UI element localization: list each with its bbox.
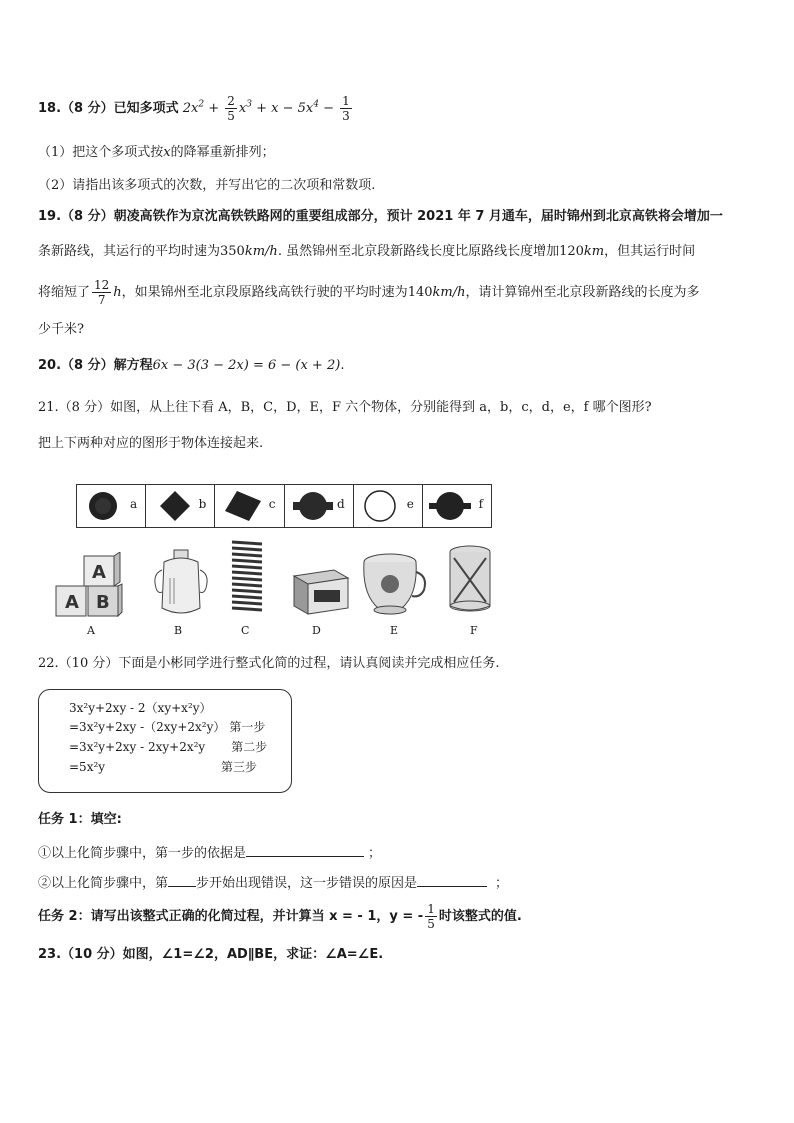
filled-circle-icon: [87, 490, 119, 522]
q18-part2: （2）请指出该多项式的次数，并写出它的二次项和常数项.: [38, 178, 376, 193]
cylinder-cup-picture: [446, 544, 494, 614]
step-row-3: =5x²y 第三步: [69, 760, 258, 774]
task1-item1: ①以上化简步骤中，第一步的依据是 ；: [38, 842, 758, 864]
shape-f-cell: f: [423, 485, 491, 527]
answer-blank-1[interactable]: [246, 842, 364, 857]
q20-stem: 20.（8 分）解方程6x − 3(3 − 2x) = 6 − (x + 2).: [38, 358, 345, 373]
answer-blank-2[interactable]: [168, 872, 196, 887]
abc-blocks-picture: [54, 552, 124, 620]
shape-d-cell: d: [285, 485, 354, 527]
task2: 任务 2：请写出该整式正确的化简过程，并计算当 x = - 1，y = - $\frac{1}{5}$ 时该整式的值.: [38, 902, 522, 931]
simplification-box: [38, 689, 292, 793]
object-label-e: E: [390, 624, 399, 637]
shape-e-cell: e: [354, 485, 423, 527]
answer-blank-3[interactable]: [417, 872, 487, 887]
filled-diamond-icon: [158, 489, 192, 523]
step-row-1: =3x²y+2xy -（2xy+2x²y） 第一步: [69, 720, 266, 734]
q18-part1: （1）把这个多项式按x的降幂重新排列；: [38, 145, 275, 160]
jug-picture: [150, 548, 212, 620]
object-label-a: A: [87, 624, 95, 637]
task1-heading: 任务 1：填空:: [38, 812, 122, 827]
q19-line4: 少千米?: [38, 322, 84, 337]
svg-text:A: A: [92, 562, 106, 583]
q21-line1: 21.（8 分）如图，从上往下看 A，B，C，D，E，F 六个物体，分别能得到 a，b，c，d，e，f 哪个图形?: [38, 400, 652, 415]
step-row-0: 3x²y+2xy - 2（xy+x²y）: [69, 701, 212, 715]
object-label-f: F: [470, 624, 478, 637]
q22-stem: 22.（10 分）下面是小彬同学进行整式化简的过程，请认真阅读并完成相应任务.: [38, 656, 500, 671]
q19-line2: 条新路线，其运行的平均时速为350km/h. 虽然锦州至北京段新路线长度比原路线长度增加120km，但其运行时间: [38, 244, 696, 259]
hollow-circle-icon: [362, 489, 398, 523]
circle-with-lugs-icon: [291, 489, 335, 523]
shape-b-cell: b: [146, 485, 215, 527]
q18-stem: 18.（8 分）已知多项式 $2x^2$ + $\frac{2}{5}$ $x^3 + x - 5x^4$ − $\frac{1}{3}$: [38, 94, 758, 124]
object-label-c: C: [241, 624, 250, 637]
filled-rhombus-icon: [223, 489, 263, 523]
top-view-shapes-strip: [76, 484, 492, 528]
svg-text:A: A: [65, 592, 79, 613]
svg-text:B: B: [96, 592, 110, 613]
object-label-b: B: [174, 624, 183, 637]
q19-line3: 将缩短了 $\frac{12}{7}$ h，如果锦州至北京段原路线高铁行驶的平均时速为140km/h，请计算锦州至北京段新路线的长度为多: [38, 278, 700, 307]
spring-picture: [228, 538, 266, 616]
q18-polynomial: $2x^2$ + $\frac{2}{5}$ $x^3 + x - 5x^4$ − $\frac{1}{3}$: [182, 94, 350, 123]
teapot-picture: [360, 550, 428, 616]
shape-a-cell: a: [77, 485, 146, 527]
q23-stem: 23.（10 分）如图，∠1=∠2，AD∥BE，求证：∠A=∠E.: [38, 947, 384, 962]
box-picture: [290, 560, 352, 616]
circle-with-handles-icon: [427, 489, 473, 523]
shape-c-cell: c: [215, 485, 284, 527]
step-row-2: =3x²y+2xy - 2xy+2x²y 第二步: [69, 740, 268, 754]
q19-line1: 19.（8 分）朝凌高铁作为京沈高铁铁路网的重要组成部分，预计 2021 年 7 月通车，届时锦州到北京高铁将会增加一: [38, 209, 723, 224]
q21-line2: 把上下两种对应的图形于物体连接起来.: [38, 436, 264, 451]
task1-item2: ②以上化简步骤中，第 步开始出现错误，这一步错误的原因是 ；: [38, 872, 758, 894]
object-label-d: D: [312, 624, 321, 637]
